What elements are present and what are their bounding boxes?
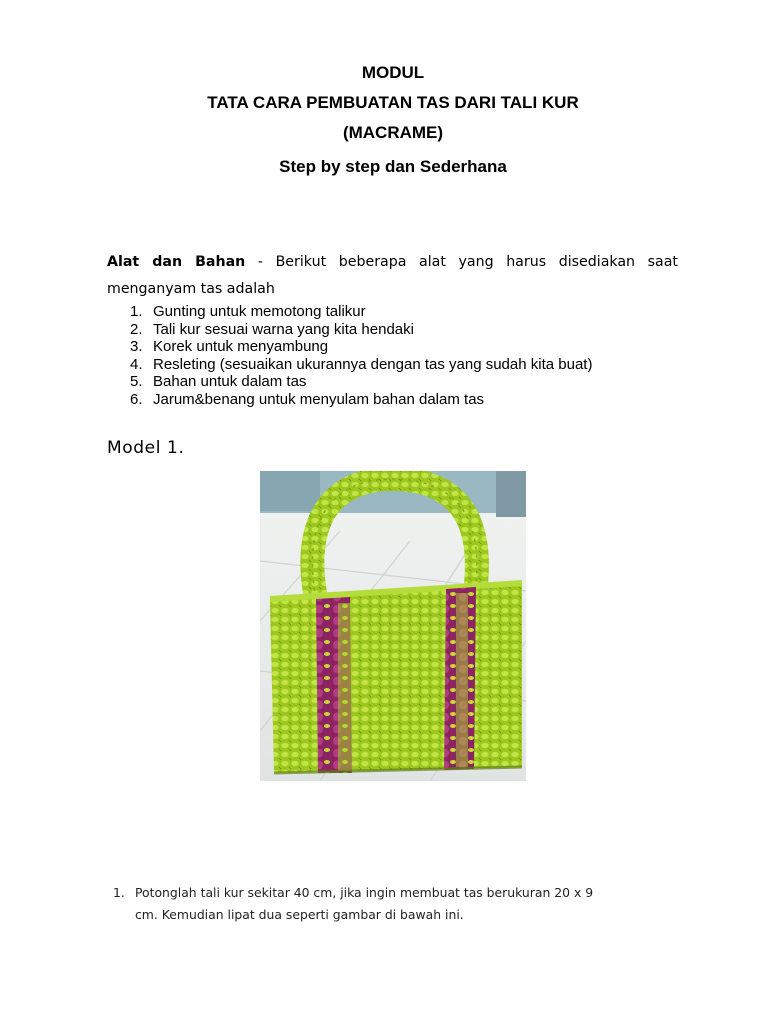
intro-line-2: menganyam tas adalah <box>107 281 275 297</box>
list-item <box>130 391 592 409</box>
list-item-text: Bahan untuk dalam tas <box>153 373 307 391</box>
bag-body <box>270 583 522 773</box>
model-heading: Model 1. <box>107 438 185 458</box>
steps-list <box>113 882 673 926</box>
title-block <box>0 58 768 182</box>
list-item-text: Tali kur sesuai warna yang kita hendaki <box>153 320 414 338</box>
title-line-4: Step by step dan Sederhana <box>279 157 507 176</box>
list-item <box>130 321 592 339</box>
list-item-number: 3. <box>130 338 143 356</box>
step-number: 1. <box>113 885 125 900</box>
list-item <box>130 338 592 356</box>
list-item <box>130 303 592 321</box>
list-item-number: 1. <box>130 303 143 320</box>
tools-list <box>130 303 592 409</box>
list-item <box>130 373 592 391</box>
list-item-number: 6. <box>130 390 143 408</box>
list-item-number: 4. <box>130 355 143 373</box>
intro-heading: Alat dan Bahan <box>107 254 246 270</box>
title-line-3: (MACRAME) <box>342 123 444 142</box>
step-text-line-1: Potonglah tali kur sekitar 40 cm, jika ingin membuat tas berukuran 20 x 9 <box>135 885 594 900</box>
list-item-number: 5. <box>130 373 143 391</box>
list-item-number: 2. <box>130 320 143 338</box>
list-item-text: Jarum&benang untuk menyulam bahan dalam tas <box>153 390 485 408</box>
intro-line-1 <box>107 249 678 276</box>
title-line-2: TATA CARA PEMBUATAN TAS DARI TALI KUR <box>207 93 579 112</box>
step-text-line-2: cm. Kemudian lipat dua seperti gambar di bawah ini. <box>135 907 464 922</box>
list-item <box>130 356 592 374</box>
intro-text-1: Berikut beberapa alat yang harus disediakan saat <box>275 254 678 270</box>
list-item-text: Korek untuk menyambung <box>153 338 329 356</box>
step-item <box>113 882 673 926</box>
intro-paragraph <box>107 249 678 303</box>
intro-separator: - <box>245 254 276 270</box>
list-item-text: Resleting (sesuaikan ukurannya dengan tas yang sudah kita buat) <box>153 355 593 373</box>
list-item-text: Gunting untuk memotong talikur <box>153 303 366 320</box>
macrame-bag-photo <box>260 471 526 781</box>
title-line-1: MODUL <box>361 63 425 82</box>
